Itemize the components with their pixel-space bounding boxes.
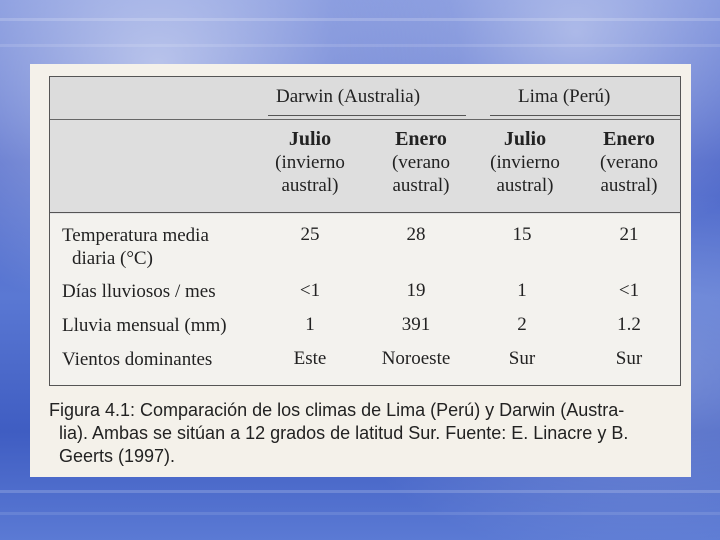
column-season: austral) bbox=[392, 175, 450, 196]
column-header bbox=[366, 128, 476, 197]
table-cell: Sur bbox=[508, 348, 536, 369]
column-month: Julio bbox=[288, 128, 332, 150]
column-month: Enero bbox=[603, 128, 655, 150]
table-cell: Este bbox=[293, 348, 327, 369]
column-month: Julio bbox=[503, 128, 547, 150]
climate-table bbox=[49, 76, 681, 386]
row-label: Temperatura media bbox=[62, 225, 209, 246]
row-label: Vientos dominantes bbox=[62, 349, 213, 370]
table-cell: Noroeste bbox=[381, 348, 451, 369]
caption-line: Geerts (1997). bbox=[59, 446, 176, 466]
table-cell: 19 bbox=[406, 280, 426, 301]
column-season: austral) bbox=[600, 175, 658, 196]
table-column-header bbox=[50, 120, 680, 213]
table-cell: 15 bbox=[512, 224, 532, 245]
group-underline-lima bbox=[490, 115, 680, 116]
table-cell: <1 bbox=[299, 280, 321, 301]
column-header bbox=[574, 128, 684, 197]
column-header bbox=[255, 128, 365, 197]
column-month: Enero bbox=[395, 128, 447, 150]
table-cell: 21 bbox=[619, 224, 639, 245]
table-cell: 1 bbox=[517, 280, 527, 301]
table-cell: 391 bbox=[401, 314, 431, 335]
group-lima: Lima (Perú) bbox=[518, 86, 611, 107]
row-label: diaria (°C) bbox=[72, 248, 153, 269]
table-cell: <1 bbox=[618, 280, 640, 301]
group-underline-darwin bbox=[268, 115, 466, 116]
table-cell: 2 bbox=[517, 314, 527, 335]
column-season: austral) bbox=[281, 175, 339, 196]
table-cell: 1 bbox=[305, 314, 315, 335]
column-season: (verano bbox=[599, 152, 659, 173]
column-season: (invierno bbox=[490, 152, 560, 173]
column-season: (invierno bbox=[275, 152, 345, 173]
caption-line: lia). Ambas se sitúan a 12 grados de latitud Sur. Fuente: E. Linacre y B. bbox=[59, 423, 629, 443]
table-cell: 28 bbox=[406, 224, 426, 245]
row-label: Lluvia mensual (mm) bbox=[62, 315, 227, 336]
figure-caption bbox=[49, 399, 689, 468]
row-label: Días lluviosos / mes bbox=[62, 281, 216, 302]
column-season: (verano bbox=[391, 152, 451, 173]
column-season: austral) bbox=[496, 175, 554, 196]
table-cell: 25 bbox=[300, 224, 320, 245]
column-header bbox=[470, 128, 580, 197]
table-cell: Sur bbox=[615, 348, 643, 369]
scanned-figure bbox=[30, 64, 691, 477]
table-body bbox=[50, 214, 680, 385]
group-darwin: Darwin (Australia) bbox=[276, 86, 421, 107]
table-cell: 1.2 bbox=[617, 314, 641, 335]
caption-line: Figura 4.1: Comparación de los climas de Lima (Perú) y Darwin (Austra- bbox=[49, 400, 625, 420]
table-group-header bbox=[50, 77, 680, 120]
